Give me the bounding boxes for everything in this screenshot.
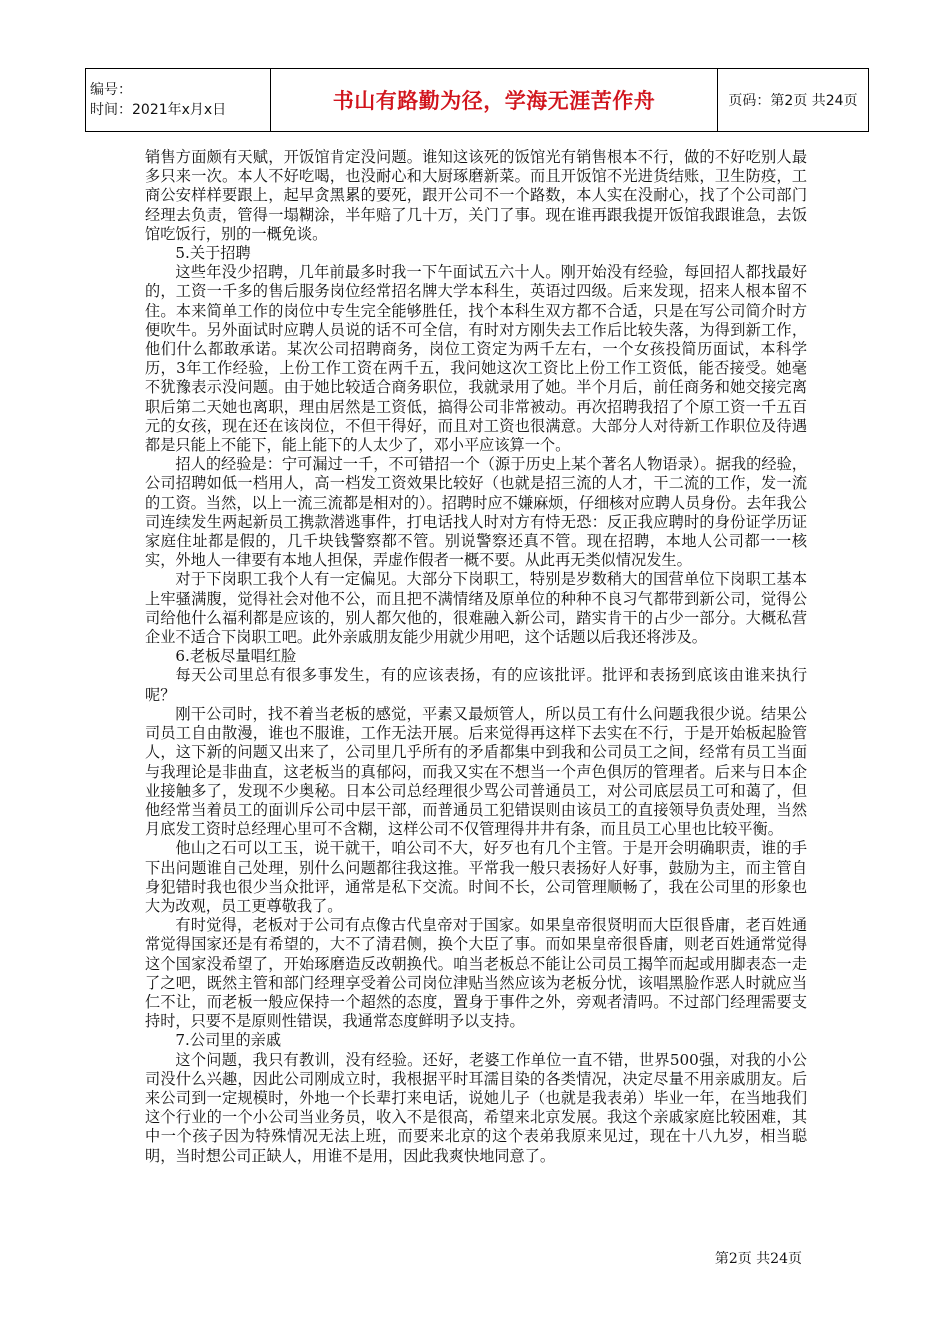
header-meta [86, 69, 271, 132]
section-heading: 7.公司里的亲戚 [175, 1031, 282, 1050]
paragraph: 刚干公司时，找不着当老板的感觉，平素又最烦管人，所以员工有什么问题我很少说。结果公司员工自由散漫，谁也不服谁，工作无法开展。后来觉得再这样下去实在不行，于是开始板起脸管人，这下新的问题又出来了，公司里几乎所有的矛盾都集中到我和公司员工之间，经常有员工当面与我理论是非曲直，这老板当的真郁闷，而我又实在不想当一个声色俱厉的管理者。后来与日本企业接触多了，发现不少奥秘。日本公司总经理很少骂公司普通员工，对公司底层员工可和蔼了，但他经常当着员工的面训斥公司中层干部，而普通员工犯错误则由该员工的直接领导负责处理，当然月底发工资时总经理心里可不含糊，这样公司不仅管理得井井有条，而且员工心里也比较平衡。 [145, 704, 807, 839]
header-page-cell [718, 69, 869, 132]
paragraph: 销售方面颇有天赋，开饭馆肯定没问题。谁知这该死的饭馆光有销售根本不行，做的不好吃别人最多只来一次。本人不好吃喝，也没耐心和大厨琢磨新菜。而且开饭馆不光进货结账，卫生防疫，工商公安样样要跟上，起早贪黑累的要死，跟开公司不一个路数，本人实在没耐心，找了个公司部门经理去负责，管得一塌糊涂，半年赔了几十万，关门了事。现在谁再跟我提开饭馆我跟谁急，去饭馆吃饭行，别的一概免谈。 [145, 148, 807, 243]
paragraph: 他山之石可以工玉，说干就干，咱公司不大，好歹也有几个主管。于是开会明确职责，谁的手下出问题谁自己处理，别什么问题都往我这推。平常我一般只表扬好人好事，鼓励为主，而主管自身犯错时我也很少当众批评，通常是私下交流。时间不长，公司管理顺畅了，我在公司里的形象也大为改观，员工更尊敬我了。 [145, 839, 807, 915]
page-header [85, 68, 869, 132]
paragraph: 招人的经验是：宁可漏过一千，不可错招一个（源于历史上某个著名人物语录）。据我的经验，公司招聘如低一档用人，高一档发工资效果比较好（也就是招三流的人才，干二流的工作，发一流的工资。当然，以上一流三流都是相对的）。招聘时应不嫌麻烦，仔细核对应聘人员身份。去年我公司连续发生两起新员工携款潜逃事件，打电话找人时对方有恃无恐：反正我应聘时的身份证学历证家庭住址都是假的，几千块钱警察都不管。别说警察还真不管。现在招聘，本地人公司都一一核实，外地人一律要有本地人担保，弄虚作假者一概不要。从此再无类似情况发生。 [145, 455, 807, 570]
footer-page-number: 第2页 共24页 [714, 1251, 802, 1267]
page-footer [715, 1248, 802, 1268]
document-time: 时间：2021年x月x日 [90, 102, 227, 118]
paragraph: 每天公司里总有很多事发生，有的应该表扬，有的应该批评。批评和表扬到底该由谁来执行呢？ [145, 666, 807, 704]
document-number: 编号： [90, 82, 132, 98]
paragraph: 对于下岗职工我个人有一定偏见。大部分下岗职工，特别是岁数稍大的国营单位下岗职工基本上牢骚满腹，觉得社会对他不公，而且把不满情绪及原单位的种种不良习气都带到新公司，觉得公司给他什么福利都是应该的，别人都欠他的，很难融入新公司，踏实肯干的占少一部分。大概私营企业不适合下岗职工吧。此外亲戚朋友能少用就少用吧，这个话题以后我还将涉及。 [145, 570, 807, 647]
paragraph: 有时觉得，老板对于公司有点像古代皇帝对于国家。如果皇帝很贤明而大臣很昏庸，老百姓通常觉得国家还是有希望的，大不了清君侧，换个大臣了事。而如果皇帝很昏庸，则老百姓通常觉得这个国家没希望了，开始琢磨造反改朝换代。咱当老板总不能让公司员工揭竿而起或用脚表态一走了之吧，既然主管和部门经理享受着公司岗位津贴当然应该为老板分忧，该唱黑脸作恶人时就应当仁不让，而老板一般应保持一个超然的态度，置身于事件之外，旁观者清吗。不过部门经理需要支持时，只要不是原则性错误，我通常态度鲜明予以支持。 [145, 916, 807, 1031]
header-motto: 书山有路勤为径，学海无涯苦作舟 [332, 89, 656, 113]
section-heading: 6.老板尽量唱红脸 [175, 647, 297, 666]
header-motto-cell [271, 69, 718, 132]
paragraph: 这个问题，我只有教训，没有经验。还好，老婆工作单位一直不错，世界500强，对我的小公司没什么兴趣，因此公司刚成立时，我根据平时耳濡目染的各类情况，决定尽量不用亲戚朋友。后来公司到一定规模时，外地一个长辈打来电话，说她儿子（也就是我表弟）毕业一年，在当地我们这个行业的一个小公司当业务员，收入不是很高，希望来北京发展。我这个亲戚家庭比较困难，其中一个孩子因为特殊情况无法上班，而要来北京的这个表弟我原来见过，现在十八九岁，相当聪明，当时想公司正缺人，用谁不是用，因此我爽快地同意了。 [145, 1050, 807, 1165]
paragraph: 这些年没少招聘，几年前最多时我一下午面试五六十人。刚开始没有经验，每回招人都找最好的，工资一千多的售后服务岗位经常招名牌大学本科生，英语过四级。后来发现，招来人根本留不住。本来简单工作的岗位中专生完全能够胜任，找个本科生双方都不合适，只是在写公司简介时方便吹牛。另外面试时应聘人员说的话不可全信，有时对方刚失去工作后比较失落，为得到新工作，他们什么都敢承诺。某次公司招聘商务，岗位工资定为两千左右，一个女孩投简历面试，本科学历，3年工作经验，上份工作工资在两千五，我问她这次工资比上份工作工资低，能否接受。她毫不犹豫表示没问题。由于她比较适合商务职位，我就录用了她。半个月后，前任商务和她交接完离职后第二天她也离职，理由居然是工资低，搞得公司非常被动。再次招聘我招了个原工资一千五百元的女孩，现在还在该岗位，不但干得好，而且对工资也很满意。大部分人对待新工作职位及待遇都是只能上不能下，能上能下的人太少了，邓小平应该算一个。 [145, 263, 807, 455]
header-page-number: 页码：第2页 共24页 [728, 93, 858, 109]
document-body [145, 148, 807, 1166]
section-heading: 5.关于招聘 [175, 244, 251, 263]
